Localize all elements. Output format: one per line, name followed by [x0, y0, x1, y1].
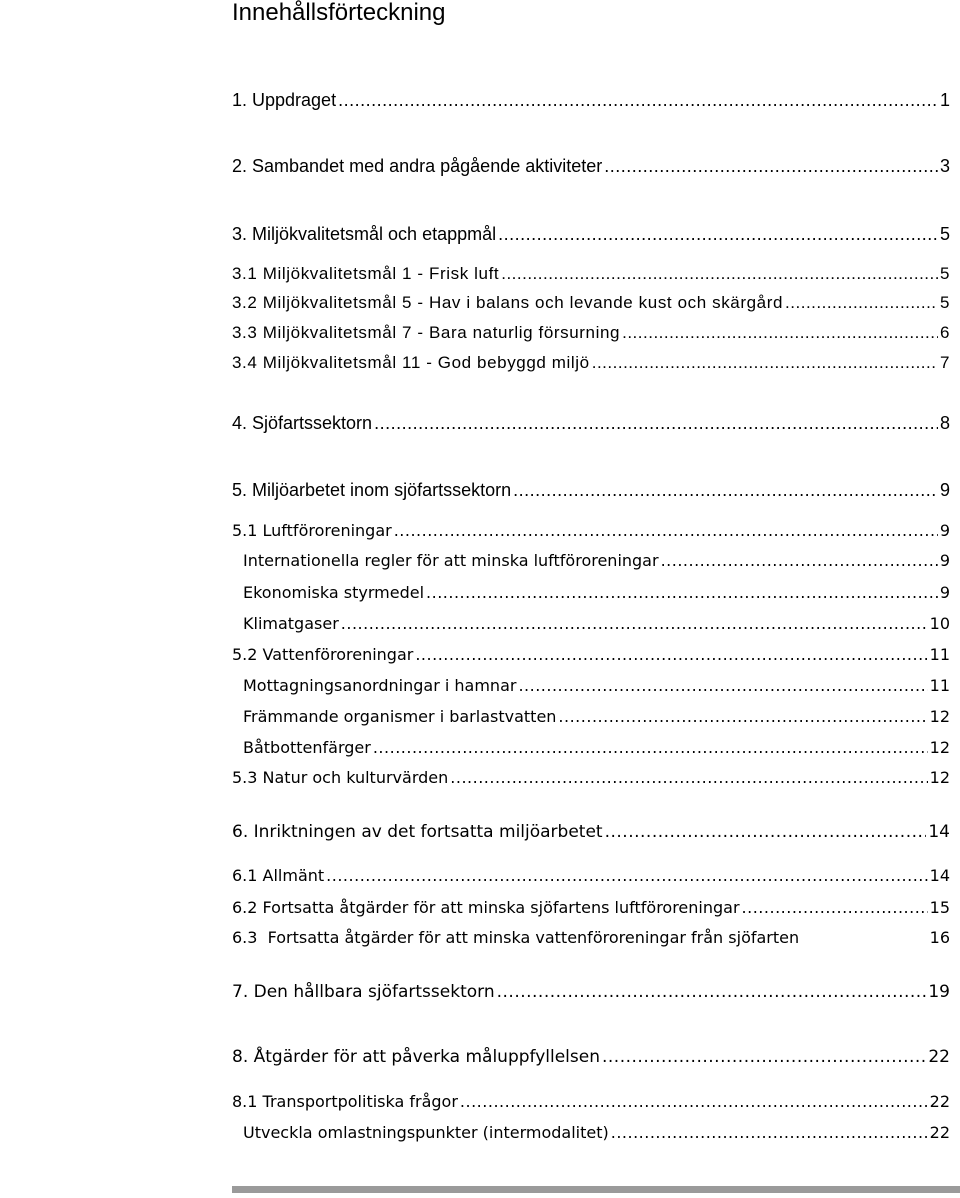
toc-page-number: 22	[929, 1123, 950, 1142]
toc-entry-label: Utveckla omlastningspunkter (intermodalitet)	[243, 1123, 609, 1142]
toc-entry[interactable]	[232, 478, 950, 502]
toc-entry[interactable]	[232, 321, 950, 345]
toc-dot-leader	[460, 1090, 928, 1114]
toc-entry[interactable]	[232, 1090, 950, 1114]
toc-dot-leader	[518, 674, 927, 698]
toc-dot-leader	[373, 736, 928, 760]
toc-entry[interactable]	[232, 351, 950, 375]
toc-entry[interactable]	[243, 705, 950, 729]
toc-entry[interactable]	[232, 154, 950, 178]
toc-entry-label: 5.2 Vattenföroreningar	[232, 645, 414, 664]
toc-entry[interactable]	[243, 736, 950, 760]
toc-dot-leader	[326, 864, 927, 888]
page-title: Innehållsförteckning	[232, 0, 446, 26]
toc-page-number: 10	[929, 614, 950, 633]
toc-page-number: 12	[929, 707, 950, 726]
toc-dot-leader	[426, 581, 938, 605]
toc-entry[interactable]	[232, 643, 950, 667]
toc-page-number: 5	[939, 264, 950, 283]
toc-entry[interactable]	[232, 88, 950, 112]
toc-entry-label: 5.3 Natur och kulturvärden	[232, 768, 449, 787]
toc-dot-leader	[338, 88, 938, 112]
toc-page-number: 6	[939, 323, 950, 342]
toc-entry-label: 5. Miljöarbetet inom sjöfartssektorn	[232, 480, 512, 500]
toc-page-number: 11	[929, 645, 950, 664]
toc-dot-leader	[611, 1121, 928, 1145]
toc-page-number: 9	[939, 521, 950, 540]
toc-entry-label: 3.3 Miljökvalitetsmål 7 - Bara naturlig försurning	[232, 323, 621, 342]
toc-entry[interactable]	[243, 1121, 950, 1145]
toc-entry-label: Klimatgaser	[243, 614, 339, 633]
toc-entry[interactable]	[243, 581, 950, 605]
toc-page-number: 9	[939, 480, 950, 500]
toc-page-number: 1	[939, 90, 950, 110]
toc-page-number: 8	[939, 413, 950, 433]
toc-dot-leader	[498, 222, 938, 246]
toc-page-number: 9	[939, 551, 950, 570]
toc-dot-leader	[602, 1045, 926, 1069]
toc-entry-label: 3.1 Miljökvalitetsmål 1 - Frisk luft	[232, 264, 500, 283]
footer-rule	[232, 1186, 960, 1193]
toc-page-number: 12	[929, 768, 950, 787]
toc-dot-leader	[622, 321, 938, 345]
toc-entry[interactable]	[243, 612, 950, 636]
toc-dot-leader	[513, 478, 938, 502]
toc-entry-label: 2. Sambandet med andra pågående aktiviteter	[232, 156, 603, 176]
toc-page-number: 15	[929, 898, 950, 917]
toc-entry-label: Främmande organismer i barlastvatten	[243, 707, 557, 726]
toc-entry-label: Ekonomiska styrmedel	[243, 583, 425, 602]
toc-entry[interactable]	[232, 926, 950, 950]
toc-entry-label: 6.3 Fortsatta åtgärder för att minska vattenföroreningar från sjöfarten	[232, 928, 800, 947]
toc-entry-label: 4. Sjöfartssektorn	[232, 413, 373, 433]
toc-entry[interactable]	[232, 411, 950, 435]
toc-entry-label: 6.2 Fortsatta åtgärder för att minska sjöfartens luftföroreningar	[232, 898, 740, 917]
toc-dot-leader	[558, 705, 927, 729]
toc-page-number: 7	[939, 353, 950, 372]
toc-page-number: 11	[929, 676, 950, 695]
toc-entry[interactable]	[232, 519, 950, 543]
toc-dot-leader	[785, 291, 938, 315]
toc-entry[interactable]	[232, 820, 950, 844]
toc-entry-label: 6. Inriktningen av det fortsatta miljöarbetet	[232, 822, 603, 842]
toc-entry-label: 3.2 Miljökvalitetsmål 5 - Hav i balans och levande kust och skärgård	[232, 293, 784, 312]
toc-page-number: 22	[929, 1092, 950, 1111]
toc-dot-leader	[592, 351, 938, 375]
toc-entry[interactable]	[232, 291, 950, 315]
toc-page-number: 5	[939, 293, 950, 312]
toc-page-number: 3	[939, 156, 950, 176]
toc-page-number: 5	[939, 224, 950, 244]
toc-dot-leader	[604, 154, 938, 178]
toc-entry[interactable]	[232, 1045, 950, 1069]
toc-dot-leader	[661, 549, 938, 573]
toc-page-number: 12	[929, 738, 950, 757]
toc-dot-leader	[374, 411, 938, 435]
toc-entry[interactable]	[232, 766, 950, 790]
toc-dot-leader	[497, 980, 927, 1004]
toc-entry-label: 5.1 Luftföroreningar	[232, 521, 392, 540]
toc-entry-label: 6.1 Allmänt	[232, 866, 325, 885]
toc-dot-leader	[415, 643, 927, 667]
toc-dot-leader	[394, 519, 938, 543]
toc-entry[interactable]	[232, 864, 950, 888]
toc-entry[interactable]	[232, 262, 950, 286]
toc-entry-label: Mottagningsanordningar i hamnar	[243, 676, 517, 695]
toc-entry-label: Internationella regler för att minska luftföroreningar	[243, 551, 659, 570]
toc-entry-label: 3. Miljökvalitetsmål och etappmål	[232, 224, 497, 244]
toc-page-number: 16	[929, 928, 950, 947]
toc-page-number: 14	[928, 822, 950, 842]
toc-entry-label: 8. Åtgärder för att påverka måluppfyllelsen	[232, 1047, 600, 1067]
toc-dot-leader	[742, 896, 928, 920]
toc-dot-leader	[501, 262, 938, 286]
toc-entry[interactable]	[232, 980, 950, 1004]
toc-dot-leader	[605, 820, 927, 844]
toc-dot-leader	[450, 766, 927, 790]
toc-page-number: 9	[939, 583, 950, 602]
toc-dot-leader	[341, 612, 928, 636]
toc-entry[interactable]	[243, 549, 950, 573]
toc-page-number: 22	[928, 1047, 950, 1067]
toc-entry-label: Båtbottenfärger	[243, 738, 371, 757]
toc-entry[interactable]	[232, 222, 950, 246]
toc-entry-label: 3.4 Miljökvalitetsmål 11 - God bebyggd miljö	[232, 353, 590, 372]
toc-entry[interactable]	[243, 674, 950, 698]
toc-entry[interactable]	[232, 896, 950, 920]
toc-page-number: 14	[929, 866, 950, 885]
toc-entry-label: 8.1 Transportpolitiska frågor	[232, 1092, 458, 1111]
toc-entry-label: 7. Den hållbara sjöfartssektorn	[232, 982, 495, 1002]
toc-entry-label: 1. Uppdraget	[232, 90, 337, 110]
toc-page-number: 19	[928, 982, 950, 1002]
